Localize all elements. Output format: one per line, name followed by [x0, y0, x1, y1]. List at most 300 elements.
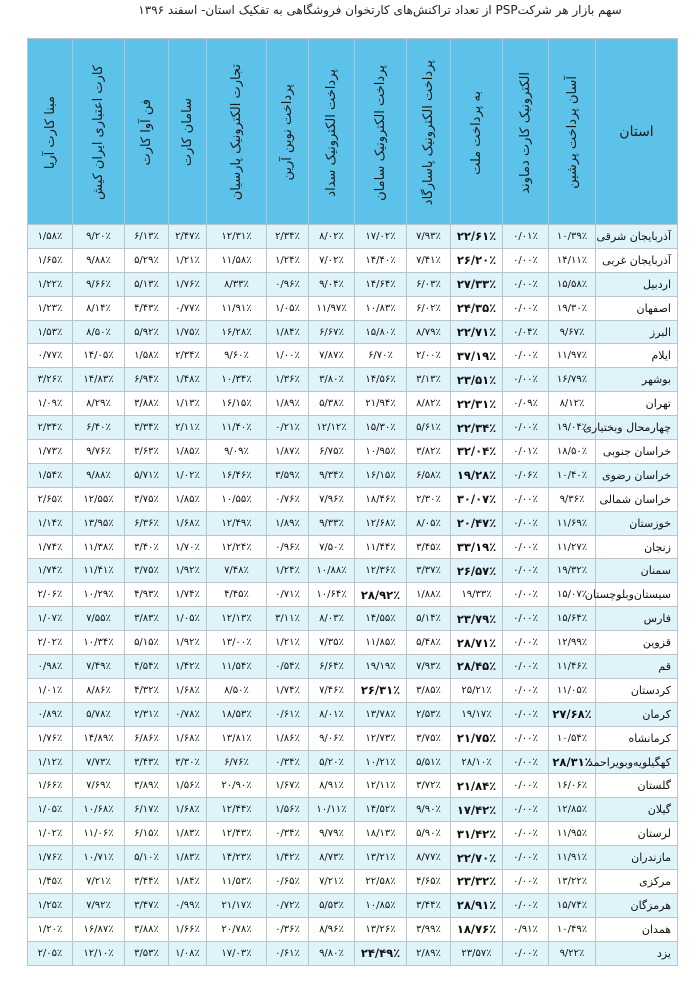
share-cell: ۸/۷۹٪	[407, 320, 451, 344]
share-cell: ۱/۶۵٪	[28, 248, 73, 272]
share-cell: ۲۰/۷۸٪	[207, 917, 267, 941]
share-cell: ۰/۷۷٪	[28, 344, 73, 368]
share-cell: ۱/۸۹٪	[267, 392, 309, 416]
share-cell: ۷/۵۵٪	[73, 607, 125, 631]
share-cell: ۱۰/۷۱٪	[73, 846, 125, 870]
share-cell: ۰/۷۱٪	[267, 583, 309, 607]
share-cell: ۱/۶۸٪	[169, 726, 207, 750]
share-cell: ۱/۸۸٪	[407, 583, 451, 607]
column-header	[309, 39, 355, 225]
share-cell: ۰/۰۰٪	[503, 368, 549, 392]
province-cell: کرمان	[596, 702, 678, 726]
share-cell: ۲۱/۹۴٪	[355, 392, 407, 416]
table-row	[28, 416, 678, 440]
share-cell: ۳/۳۴٪	[125, 416, 169, 440]
share-cell: ۱۰/۴۹٪	[549, 917, 596, 941]
share-cell: ۰/۰۰٪	[503, 344, 549, 368]
province-cell: آذربایجان غربی	[596, 248, 678, 272]
share-cell: ۱/۲۴٪	[267, 559, 309, 583]
share-cell: ۲/۸۹٪	[407, 941, 451, 965]
share-cell: ۱۲/۶۸٪	[355, 511, 407, 535]
share-cell: ۰/۰۰٪	[503, 774, 549, 798]
share-cell: ۷/۴۹٪	[73, 655, 125, 679]
province-cell: اصفهان	[596, 296, 678, 320]
share-cell: ۱۲/۳۱٪	[207, 225, 267, 249]
share-cell: ۱۰/۵۴٪	[549, 726, 596, 750]
province-cell: البرز	[596, 320, 678, 344]
share-cell: ۲۷/۶۸٪	[549, 702, 596, 726]
province-cell: همدان	[596, 917, 678, 941]
share-cell: ۸/۰۲٪	[309, 225, 355, 249]
share-cell: ۷/۹۲٪	[73, 893, 125, 917]
share-cell: ۱/۵۳٪	[28, 320, 73, 344]
share-cell: ۰/۰۰٪	[503, 941, 549, 965]
share-cell: ۲۸/۹۱٪	[451, 893, 503, 917]
share-cell: ۱/۵۴٪	[28, 463, 73, 487]
share-cell: ۱۱/۵۸٪	[207, 248, 267, 272]
share-cell: ۲۳/۳۲٪	[451, 870, 503, 894]
share-cell: ۸/۲۹٪	[73, 392, 125, 416]
share-cell: ۱/۹۲٪	[169, 559, 207, 583]
share-cell: ۱/۲۱٪	[169, 248, 207, 272]
share-cell: ۱۱/۳۸٪	[73, 535, 125, 559]
share-cell: ۱۴/۵۵٪	[355, 607, 407, 631]
share-cell: ۱/۸۴٪	[267, 320, 309, 344]
share-cell: ۱/۰۸٪	[169, 941, 207, 965]
share-cell: ۰/۰۰٪	[503, 870, 549, 894]
share-cell: ۰/۶۵٪	[267, 870, 309, 894]
share-cell: ۸/۷۷٪	[407, 846, 451, 870]
share-cell: ۱۰/۲۱٪	[355, 750, 407, 774]
share-cell: ۱/۹۲٪	[169, 631, 207, 655]
table-row	[28, 487, 678, 511]
share-cell: ۲۶/۳۱٪	[355, 678, 407, 702]
table-row	[28, 726, 678, 750]
share-cell: ۹/۰۶٪	[309, 726, 355, 750]
share-cell: ۰/۰۱٪	[503, 440, 549, 464]
column-header-label: پرداخت نوین آرین	[280, 84, 295, 181]
share-cell: ۱۱/۹۷٪	[549, 344, 596, 368]
share-cell: ۱/۰۲٪	[169, 463, 207, 487]
share-cell: ۷/۴۶٪	[309, 678, 355, 702]
share-cell: ۲۱/۸۴٪	[451, 774, 503, 798]
share-cell: ۱۱/۴۱٪	[73, 559, 125, 583]
table-row	[28, 941, 678, 965]
share-cell: ۱۲/۴۳٪	[207, 822, 267, 846]
share-cell: ۱۳/۲۱٪	[355, 846, 407, 870]
share-cell: ۰/۲۱٪	[267, 416, 309, 440]
share-cell: ۱۳/۰۰٪	[207, 631, 267, 655]
share-cell: ۱۲/۷۳٪	[355, 726, 407, 750]
share-cell: ۱۱/۰۶٪	[73, 822, 125, 846]
share-cell: ۱۸/۴۶٪	[355, 487, 407, 511]
share-cell: ۳/۸۸٪	[125, 392, 169, 416]
column-header	[267, 39, 309, 225]
share-cell: ۱۷/۴۲٪	[451, 798, 503, 822]
share-cell: ۳/۲۶٪	[28, 368, 73, 392]
share-cell: ۳/۴۴٪	[407, 893, 451, 917]
share-cell: ۱۲/۴۹٪	[207, 511, 267, 535]
share-cell: ۱۰/۴۰٪	[549, 463, 596, 487]
share-cell: ۱۴/۵۶٪	[355, 368, 407, 392]
share-cell: ۹/۸۰٪	[309, 941, 355, 965]
share-cell: ۲/۳۴٪	[267, 225, 309, 249]
share-cell: ۱/۸۳٪	[169, 846, 207, 870]
share-cell: ۱/۰۱٪	[28, 678, 73, 702]
share-cell: ۱۱/۲۷٪	[549, 535, 596, 559]
share-cell: ۶/۰۳٪	[407, 272, 451, 296]
share-cell: ۱۳/۷۸٪	[355, 702, 407, 726]
share-cell: ۰/۷۲٪	[267, 893, 309, 917]
share-cell: ۲۲/۳۴٪	[451, 416, 503, 440]
share-cell: ۱۱/۴۶٪	[549, 655, 596, 679]
share-cell: ۵/۷۸٪	[73, 702, 125, 726]
share-cell: ۰/۰۰٪	[503, 248, 549, 272]
share-cell: ۱/۰۷٪	[28, 607, 73, 631]
share-cell: ۱۷/۰۲٪	[355, 225, 407, 249]
share-cell: ۱۷/۰۳٪	[207, 941, 267, 965]
column-header	[169, 39, 207, 225]
share-cell: ۸/۵۰٪	[207, 678, 267, 702]
table-row	[28, 320, 678, 344]
share-cell: ۰/۰۰٪	[503, 607, 549, 631]
share-cell: ۴/۴۳٪	[125, 296, 169, 320]
share-cell: ۱۹/۳۳٪	[451, 583, 503, 607]
share-cell: ۳/۱۳٪	[407, 368, 451, 392]
table-row	[28, 511, 678, 535]
share-cell: ۳۲/۰۴٪	[451, 440, 503, 464]
share-cell: ۱/۵۶٪	[267, 798, 309, 822]
share-cell: ۱۵/۳۰٪	[355, 416, 407, 440]
column-header-label: آسان پرداخت پرشین	[564, 76, 580, 189]
share-cell: ۰/۰۰٪	[503, 846, 549, 870]
share-cell: ۷/۳۵٪	[309, 631, 355, 655]
share-cell: ۲۱/۱۷٪	[207, 893, 267, 917]
share-cell: ۱۴/۴۰٪	[355, 248, 407, 272]
share-cell: ۰/۰۶٪	[503, 463, 549, 487]
share-cell: ۷/۴۱٪	[407, 248, 451, 272]
share-cell: ۳/۸۸٪	[125, 917, 169, 941]
province-cell: مازندران	[596, 846, 678, 870]
share-cell: ۰/۰۹٪	[503, 392, 549, 416]
share-cell: ۹/۹۰٪	[407, 798, 451, 822]
share-cell: ۳/۸۰٪	[309, 368, 355, 392]
column-header	[451, 39, 503, 225]
share-cell: ۱۱/۵۴٪	[207, 655, 267, 679]
share-cell: ۲۲/۵۸٪	[355, 870, 407, 894]
share-cell: ۸/۱۲٪	[549, 392, 596, 416]
province-cell: گلستان	[596, 774, 678, 798]
share-cell: ۲۰/۹۰٪	[207, 774, 267, 798]
share-cell: ۳/۹۹٪	[407, 917, 451, 941]
share-cell: ۸/۹۶٪	[309, 917, 355, 941]
market-share-table	[27, 38, 678, 966]
share-cell: ۹/۰۴٪	[309, 272, 355, 296]
share-cell: ۶/۱۳٪	[125, 225, 169, 249]
share-cell: ۱/۸۵٪	[169, 440, 207, 464]
share-cell: ۰/۵۴٪	[267, 655, 309, 679]
share-cell: ۸/۵۰٪	[73, 320, 125, 344]
share-cell: ۹/۶۰٪	[207, 344, 267, 368]
table-row	[28, 846, 678, 870]
province-cell: سیستان‌وبلوچستان	[596, 583, 678, 607]
share-cell: ۳/۸۳٪	[125, 607, 169, 631]
share-cell: ۱۵/۰۷٪	[549, 583, 596, 607]
share-cell: ۱۸/۵۳٪	[207, 702, 267, 726]
share-cell: ۱۶/۲۸٪	[207, 320, 267, 344]
share-cell: ۲۲/۳۱٪	[451, 392, 503, 416]
share-cell: ۴/۶۵٪	[407, 870, 451, 894]
share-cell: ۱۰/۳۹٪	[549, 225, 596, 249]
column-header	[28, 39, 73, 225]
table-row	[28, 368, 678, 392]
table-row	[28, 678, 678, 702]
share-cell: ۰/۷۸٪	[169, 702, 207, 726]
share-cell: ۱۲/۲۴٪	[207, 535, 267, 559]
share-cell: ۱۰/۵۵٪	[207, 487, 267, 511]
share-cell: ۲۸/۱۰٪	[451, 750, 503, 774]
share-cell: ۸/۱۴٪	[73, 296, 125, 320]
share-cell: ۱/۰۵٪	[267, 296, 309, 320]
column-header	[125, 39, 169, 225]
share-cell: ۲/۵۳٪	[407, 702, 451, 726]
share-cell: ۰/۹۹٪	[169, 893, 207, 917]
column-header-label: مبنا کارت آریا	[42, 95, 58, 170]
share-cell: ۸/۸۶٪	[73, 678, 125, 702]
share-cell: ۰/۰۰٪	[503, 272, 549, 296]
share-cell: ۳۰/۰۷٪	[451, 487, 503, 511]
share-cell: ۱۱/۹۱٪	[549, 846, 596, 870]
share-cell: ۰/۸۹٪	[28, 702, 73, 726]
share-cell: ۱/۱۲٪	[28, 750, 73, 774]
share-cell: ۱۱/۰۵٪	[549, 678, 596, 702]
share-cell: ۱/۴۲٪	[169, 655, 207, 679]
share-cell: ۲/۴۷٪	[169, 225, 207, 249]
share-cell: ۱/۸۴٪	[169, 870, 207, 894]
share-cell: ۰/۰۰٪	[503, 822, 549, 846]
share-cell: ۱/۷۴٪	[169, 583, 207, 607]
share-cell: ۱۰/۳۴٪	[73, 631, 125, 655]
table-row	[28, 463, 678, 487]
table-row	[28, 583, 678, 607]
share-cell: ۸/۷۳٪	[309, 846, 355, 870]
share-cell: ۳/۷۲٪	[407, 774, 451, 798]
share-cell: ۱/۸۹٪	[267, 511, 309, 535]
share-cell: ۱۹/۰۴٪	[549, 416, 596, 440]
share-cell: ۱۵/۶۴٪	[549, 607, 596, 631]
share-cell: ۹/۳۶٪	[549, 487, 596, 511]
share-cell: ۱/۶۸٪	[169, 798, 207, 822]
share-cell: ۲۲/۷۱٪	[451, 320, 503, 344]
share-cell: ۱۱/۹۵٪	[549, 822, 596, 846]
share-cell: ۱۴/۸۹٪	[73, 726, 125, 750]
share-cell: ۰/۶۱٪	[267, 941, 309, 965]
share-cell: ۰/۰۰٪	[503, 750, 549, 774]
province-cell: قزوین	[596, 631, 678, 655]
share-cell: ۱/۷۴٪	[28, 559, 73, 583]
share-cell: ۱/۷۶٪	[28, 846, 73, 870]
share-cell: ۲۷/۳۳٪	[451, 272, 503, 296]
share-cell: ۸/۰۳٪	[309, 607, 355, 631]
share-cell: ۳/۷۵٪	[125, 487, 169, 511]
column-header-label: تجارت الکترونیک پارسیان	[229, 64, 244, 201]
share-cell: ۱/۵۸٪	[28, 225, 73, 249]
share-cell: ۱۶/۱۵٪	[207, 392, 267, 416]
province-cell: مرکزی	[596, 870, 678, 894]
share-cell: ۵/۲۹٪	[125, 248, 169, 272]
share-cell: ۱۹/۱۹٪	[355, 655, 407, 679]
share-cell: ۱۹/۳۰٪	[549, 296, 596, 320]
share-cell: ۱/۲۱٪	[267, 631, 309, 655]
share-cell: ۶/۵۸٪	[407, 463, 451, 487]
share-cell: ۲۸/۳۱٪	[549, 750, 596, 774]
province-cell: کهگیلویه‌وبویراحمد	[596, 750, 678, 774]
share-cell: ۲۳/۵۷٪	[451, 941, 503, 965]
share-cell: ۷/۹۳٪	[407, 225, 451, 249]
share-cell: ۲/۳۴٪	[169, 344, 207, 368]
share-cell: ۳/۵۳٪	[125, 941, 169, 965]
column-header-label: پرداخت الکترونیک سامان	[373, 64, 388, 201]
share-cell: ۲۴/۳۵٪	[451, 296, 503, 320]
share-cell: ۴/۳۲٪	[125, 678, 169, 702]
share-cell: ۱۴/۲۳٪	[207, 846, 267, 870]
share-cell: ۷/۹۶٪	[309, 487, 355, 511]
share-cell: ۱/۷۰٪	[169, 535, 207, 559]
share-cell: ۵/۱۳٪	[125, 272, 169, 296]
table-row	[28, 917, 678, 941]
share-cell: ۱/۳۶٪	[267, 368, 309, 392]
share-cell: ۰/۰۴٪	[503, 320, 549, 344]
share-cell: ۰/۹۸٪	[28, 655, 73, 679]
share-cell: ۱۱/۵۳٪	[207, 870, 267, 894]
province-cell: خوزستان	[596, 511, 678, 535]
share-cell: ۱۹/۳۲٪	[549, 559, 596, 583]
share-cell: ۱۰/۸۳٪	[355, 296, 407, 320]
share-cell: ۵/۱۰٪	[125, 846, 169, 870]
share-cell: ۲/۱۱٪	[169, 416, 207, 440]
share-cell: ۲۲/۷۰٪	[451, 846, 503, 870]
table-row	[28, 822, 678, 846]
share-cell: ۵/۹۰٪	[407, 822, 451, 846]
share-cell: ۱/۸۵٪	[169, 487, 207, 511]
share-cell: ۳/۳۰٪	[169, 750, 207, 774]
share-cell: ۳/۴۳٪	[125, 750, 169, 774]
table-row	[28, 893, 678, 917]
share-cell: ۲۸/۷۱٪	[451, 631, 503, 655]
share-cell: ۱۵/۸۰٪	[355, 320, 407, 344]
share-cell: ۰/۰۰٪	[503, 487, 549, 511]
share-cell: ۱۶/۸۷٪	[73, 917, 125, 941]
share-cell: ۱۴/۸۳٪	[73, 368, 125, 392]
share-cell: ۲۵/۲۱٪	[451, 678, 503, 702]
share-cell: ۶/۰۲٪	[407, 296, 451, 320]
share-cell: ۹/۳۴٪	[309, 463, 355, 487]
share-cell: ۶/۱۵٪	[125, 822, 169, 846]
share-cell: ۰/۰۰٪	[503, 511, 549, 535]
share-cell: ۲۸/۴۵٪	[451, 655, 503, 679]
share-cell: ۱۸/۵۰٪	[549, 440, 596, 464]
share-cell: ۷/۵۰٪	[309, 535, 355, 559]
share-cell: ۱۳/۲۲٪	[549, 870, 596, 894]
share-cell: ۶/۸۶٪	[125, 726, 169, 750]
share-cell: ۳۳/۱۹٪	[451, 535, 503, 559]
share-cell: ۱/۶۷٪	[267, 774, 309, 798]
share-cell: ۱/۷۶٪	[169, 272, 207, 296]
province-cell: هرمزگان	[596, 893, 678, 917]
share-cell: ۱۹/۲۸٪	[451, 463, 503, 487]
share-cell: ۹/۰۹٪	[207, 440, 267, 464]
share-cell: ۱۲/۴۴٪	[207, 798, 267, 822]
share-cell: ۱/۷۴٪	[267, 678, 309, 702]
share-cell: ۷/۷۳٪	[73, 750, 125, 774]
province-cell: لرستان	[596, 822, 678, 846]
share-cell: ۱۰/۹۵٪	[355, 440, 407, 464]
share-cell: ۱۰/۶۴٪	[309, 583, 355, 607]
share-cell: ۱۱/۴۰٪	[207, 416, 267, 440]
share-cell: ۱۴/۱۱٪	[549, 248, 596, 272]
share-cell: ۲۶/۲۰٪	[451, 248, 503, 272]
share-cell: ۱۲/۳۶٪	[355, 559, 407, 583]
share-cell: ۲/۰۰٪	[407, 344, 451, 368]
table-row	[28, 702, 678, 726]
share-cell: ۷/۲۱٪	[73, 870, 125, 894]
column-header	[503, 39, 549, 225]
share-cell: ۱/۷۵٪	[169, 320, 207, 344]
share-cell: ۹/۸۸٪	[73, 248, 125, 272]
share-cell: ۶/۴۰٪	[73, 416, 125, 440]
share-cell: ۰/۰۰٪	[503, 296, 549, 320]
share-cell: ۷/۸۷٪	[309, 344, 355, 368]
share-cell: ۱۱/۹۷٪	[309, 296, 355, 320]
share-cell: ۰/۷۷٪	[169, 296, 207, 320]
share-cell: ۹/۳۳٪	[309, 511, 355, 535]
share-cell: ۱۰/۸۵٪	[355, 893, 407, 917]
table-body	[28, 225, 678, 966]
province-cell: خراسان شمالی	[596, 487, 678, 511]
share-cell: ۱/۲۳٪	[28, 296, 73, 320]
share-cell: ۲۴/۴۹٪	[355, 941, 407, 965]
share-cell: ۱/۱۳٪	[169, 392, 207, 416]
share-cell: ۳/۴۴٪	[125, 870, 169, 894]
share-cell: ۵/۳۸٪	[309, 392, 355, 416]
share-cell: ۸/۳۳٪	[207, 272, 267, 296]
share-cell: ۲۰/۴۷٪	[451, 511, 503, 535]
share-cell: ۰/۰۰٪	[503, 798, 549, 822]
share-cell: ۱/۶۸٪	[169, 511, 207, 535]
column-header	[73, 39, 125, 225]
share-cell: ۰/۰۰٪	[503, 559, 549, 583]
share-cell: ۱۳/۲۶٪	[355, 917, 407, 941]
table-row	[28, 631, 678, 655]
share-cell: ۵/۵۳٪	[309, 893, 355, 917]
province-cell: چهارمحال وبختیاری	[596, 416, 678, 440]
share-cell: ۴/۵۴٪	[125, 655, 169, 679]
share-cell: ۰/۰۰٪	[503, 583, 549, 607]
share-cell: ۱۶/۱۵٪	[355, 463, 407, 487]
share-cell: ۱/۲۰٪	[28, 917, 73, 941]
table-row	[28, 655, 678, 679]
table-row	[28, 559, 678, 583]
share-cell: ۳/۸۹٪	[125, 774, 169, 798]
column-header-label: پرداخت الکترونیک پاسارگاد	[421, 59, 436, 206]
share-cell: ۳/۸۲٪	[407, 440, 451, 464]
share-cell: ۱۱/۹۱٪	[207, 296, 267, 320]
table-row	[28, 535, 678, 559]
table-row	[28, 798, 678, 822]
table-row	[28, 607, 678, 631]
table-row	[28, 870, 678, 894]
share-cell: ۱/۶۶٪	[169, 917, 207, 941]
